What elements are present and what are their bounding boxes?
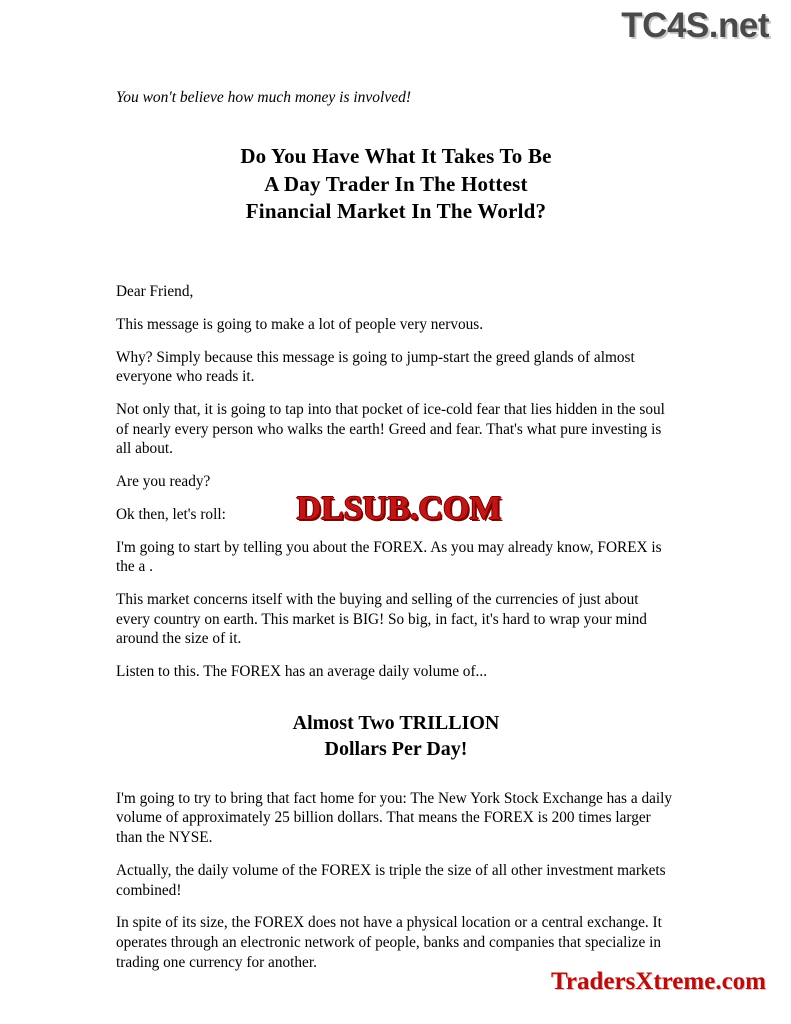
stamp-label: DLSUB.COM	[296, 490, 502, 527]
paragraph: I'm going to try to bring that fact home for you: The New York Stock Exchange has a daily volume of approximately 25 billion dollars. That means the FOREX is 200 times larger than the NYSE.	[116, 789, 673, 847]
tradersxtreme-logo: TradersXtreme.com	[551, 968, 766, 995]
paragraph: This message is going to make a lot of people very nervous.	[116, 315, 484, 333]
paragraph: Ok then, let's roll:	[116, 505, 226, 523]
page-title	[116, 143, 676, 226]
tagline: You won't believe how much money is involved!	[116, 89, 412, 106]
paragraph: In spite of its size, the FOREX does not have a physical location or a central exchange. It operates through an electronic network of people, banks and companies that specialize in trading one currency for another.	[116, 914, 662, 971]
headline-line-3: Financial Market In The World?	[245, 199, 547, 224]
salutation: Dear Friend,	[116, 283, 194, 301]
paragraph: Why? Simply because this message is going to jump-start the greed glands of almost everyone who reads it.	[116, 348, 635, 386]
paragraph: Not only that, it is going to tap into that pocket of ice-cold fear that lies hidden in the soul of nearly every person who walks the earth! Greed and fear. That's what pure investing is all about.	[116, 400, 665, 458]
headline-line-1: Do You Have What It Takes To Be	[240, 143, 552, 168]
paragraph: Actually, the daily volume of the FOREX is triple the size of all other investment markets combined!	[116, 861, 666, 899]
paragraph: Listen to this. The FOREX has an average daily volume of...	[116, 663, 488, 681]
tc4s-logo: TC4S.net	[621, 6, 769, 45]
headline-line-2: A Day Trader In The Hottest	[264, 171, 528, 196]
subhead-line-2: Dollars Per Day!	[324, 738, 468, 761]
subhead-line-1: Almost Two TRILLION	[292, 711, 500, 734]
document-content	[116, 88, 676, 985]
paragraph: I'm going to start by telling you about the FOREX. As you may already know, FOREX is the a .	[116, 538, 662, 576]
paragraph: This market concerns itself with the buying and selling of the currencies of just about every country on earth. This market is BIG! So big, in fact, it's hard to wrap your mind around the size of it.	[116, 590, 647, 648]
section-subheading	[116, 710, 676, 763]
paragraph: Are you ready?	[116, 473, 211, 491]
